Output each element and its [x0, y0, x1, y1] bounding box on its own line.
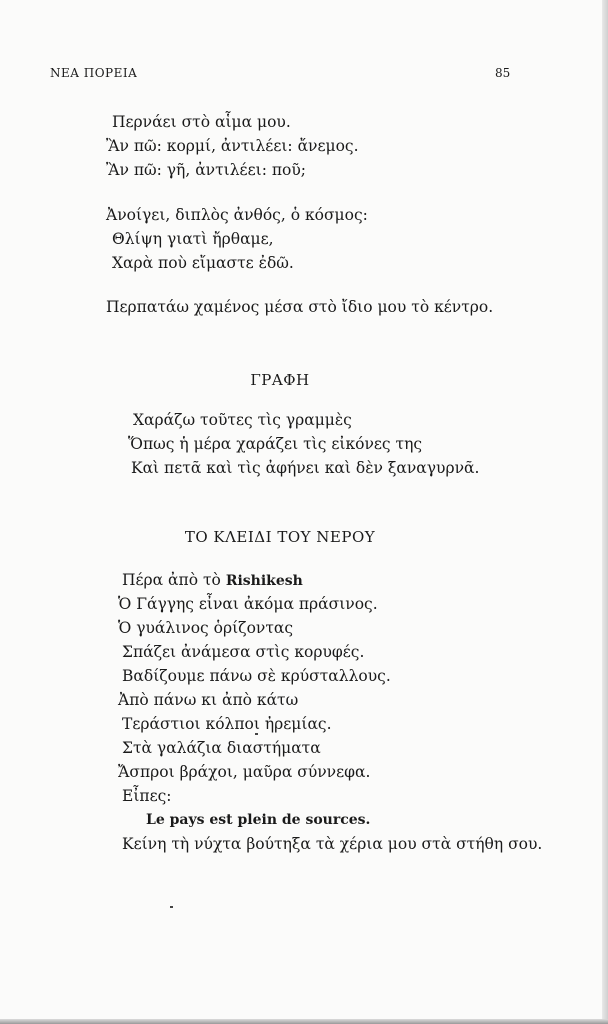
poem3-line-8: Στὰ γαλάζια διαστήματα: [122, 739, 321, 757]
poem3-line-4: Σπάζει ἀνάμεσα στὶς κορυφές.: [122, 643, 365, 661]
poem1-line-4: Ἀνοίγει, διπλὸς ἀνθός, ὁ κόσμος:: [106, 206, 368, 224]
poem3-line-5: Βαδίζουμε πάνω σὲ κρύσταλλους.: [122, 667, 391, 685]
page-bottom-edge: [0, 1019, 608, 1024]
poem1-line-6: Χαρὰ ποὺ εἴμαστε ἐδῶ.: [112, 254, 294, 272]
poem3-line-9: Ἄσπροι βράχοι, μαῦρα σύννεφα.: [118, 763, 371, 781]
poem2-line-3: Καὶ πετᾶ καὶ τὶς ἀφήνει καὶ δὲν ξαναγυρνᾶ.: [131, 459, 480, 477]
poem2-line-1: Χαράζω τοῦτες τὶς γραμμὲς: [133, 411, 352, 429]
poem3-line-7: Τεράστιοι κόλποι ἠρεμίας.: [122, 715, 332, 733]
poem3-title: ΤΟ ΚΛΕΙΔΙ ΤΟΥ ΝΕΡΟΥ: [184, 528, 376, 546]
page-number: 85: [495, 66, 511, 80]
poem1-line-7: Περπατάω χαμένος μέσα στὸ ἴδιο μου τὸ κέντρο.: [106, 298, 494, 316]
page-edge: [602, 0, 608, 1024]
poem1-line-5: Θλίψη γιατὶ ἤρθαμε,: [112, 230, 274, 248]
poem3-line-3: Ὁ γυάλινος ὁρίζοντας: [118, 619, 294, 637]
poem3-quote: Le pays est plein de sources.: [146, 812, 371, 828]
running-title: ΝΕΑ ΠΟΡΕΙΑ: [50, 66, 138, 80]
poem3-line-10: Εἶπες:: [122, 787, 172, 805]
print-speck: [255, 733, 258, 735]
poem3-line-1-text: Πέρα ἀπὸ τὸ: [122, 571, 226, 589]
place-name: Rishikesh: [225, 573, 303, 589]
poem1-line-3: Ἂν πῶ: γῆ, ἀντιλέει: ποῦ;: [106, 161, 307, 179]
print-speck: [170, 906, 173, 908]
poem3-line-1: [122, 570, 303, 591]
poem3-line-2: Ὁ Γάγγης εἶναι ἀκόμα πράσινος.: [118, 595, 378, 613]
poem3-line-11: Κείνη τὴ νύχτα βούτηξα τὰ χέρια μου στὰ στήθη σου.: [122, 835, 543, 853]
poem2-line-2: Ὅπως ἡ μέρα χαράζει τὶς εἰκόνες της: [128, 435, 423, 453]
poem2-title: ΓΡΑΦΗ: [250, 371, 310, 389]
poem1-line-1: Περνάει στὸ αἷμα μου.: [112, 113, 291, 131]
poem1-line-2: Ἂν πῶ: κορμί, ἀντιλέει: ἄνεμος.: [106, 137, 359, 155]
poem3-line-6: Ἀπὸ πάνω κι ἀπὸ κάτω: [118, 691, 299, 709]
